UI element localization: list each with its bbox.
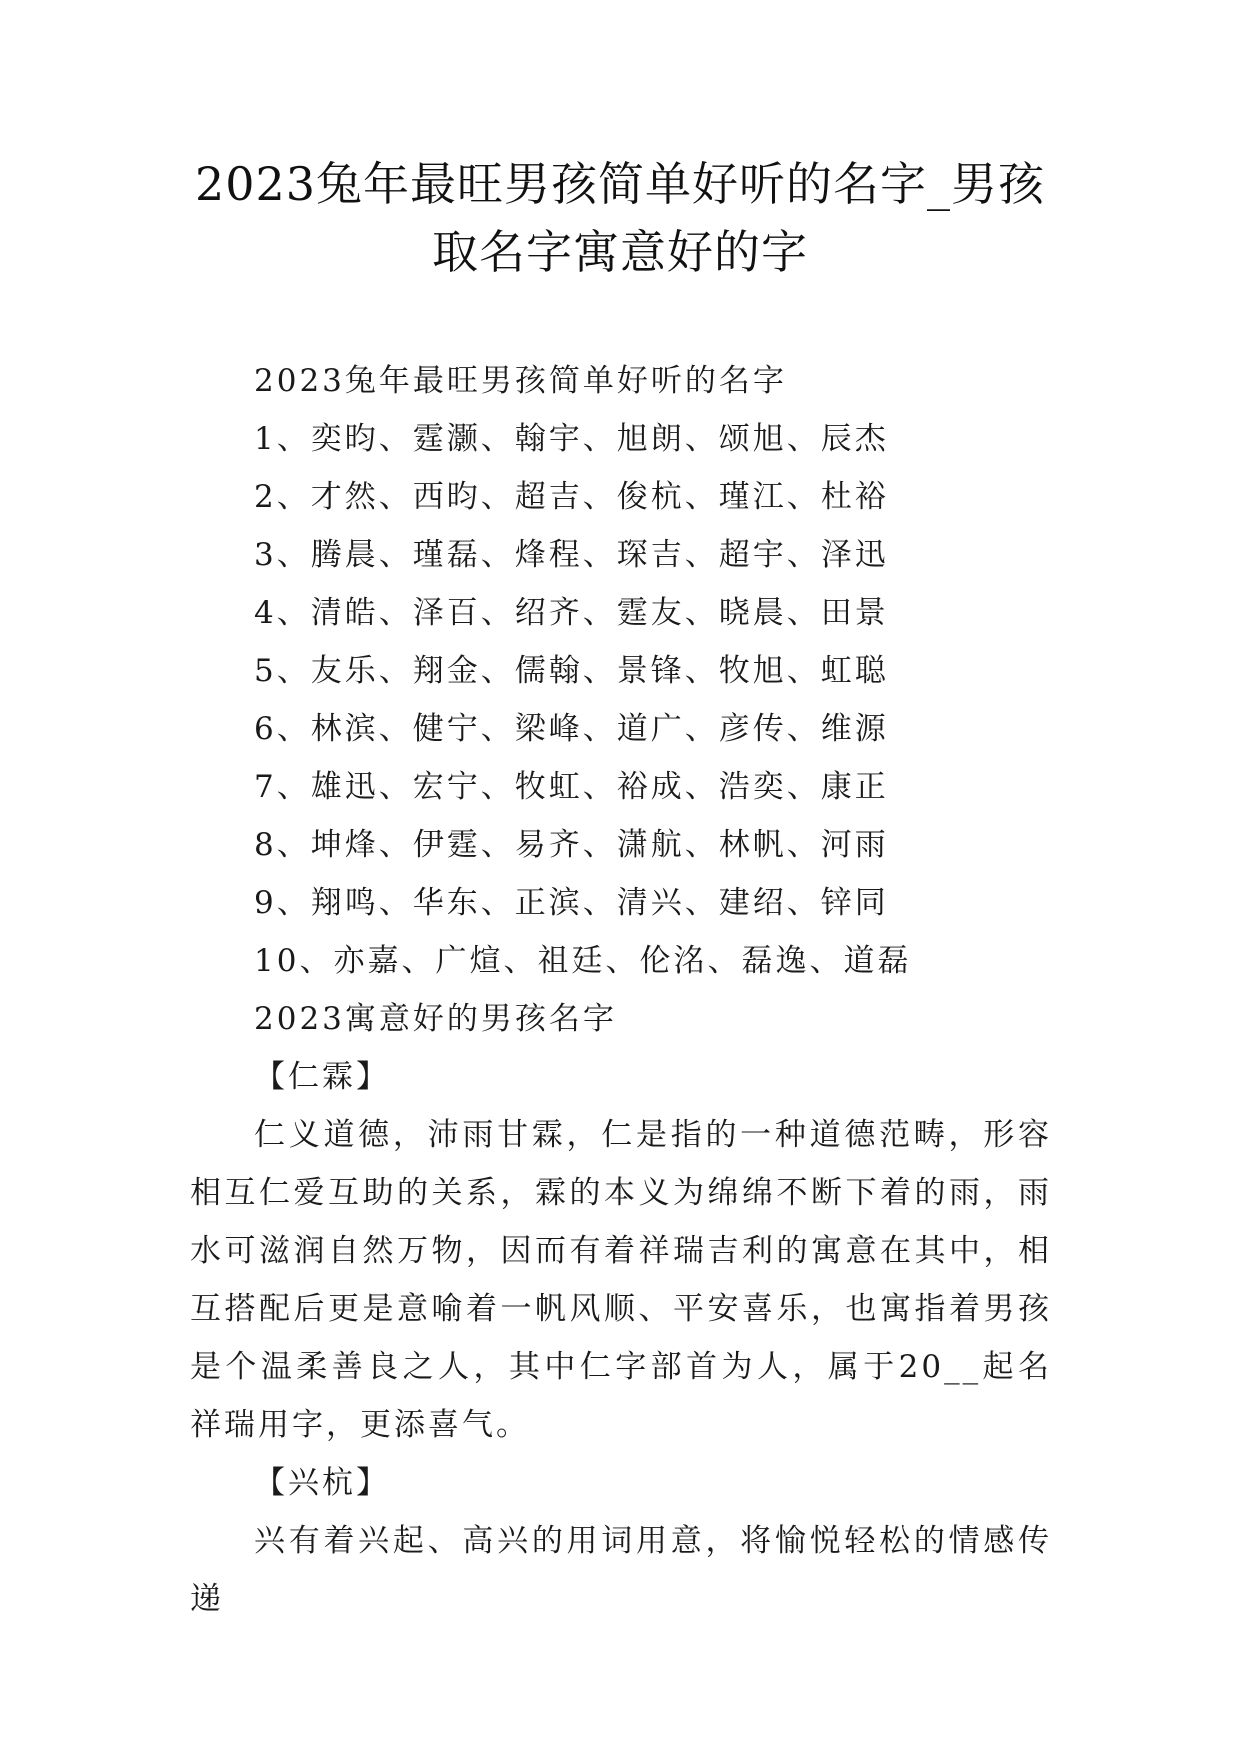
entry-heading: 【兴杭】 (254, 1465, 390, 1501)
document-body (190, 352, 1052, 1628)
entry-paragraph: 兴有着兴起、高兴的用词用意，将愉悦轻松的情感传递 (190, 1523, 1052, 1617)
name-list-item: 2、才然、西昀、超吉、俊杭、瑾江、杜裕 (254, 479, 889, 515)
entry-paragraph: 仁义道德，沛雨甘霖，仁是指的一种道德范畴，形容相互仁爱互助的关系，霖的本义为绵绵不断下着的雨，雨水可滋润自然万物，因而有着祥瑞吉利的寓意在其中，相互搭配后更是意喻着一帆风顺、平安喜乐，也寓指着男孩是个温柔善良之人，其中仁字部首为人，属于20__起名祥瑞用字，更添喜气。 (190, 1117, 1052, 1443)
section-heading-meanings: 2023寓意好的男孩名字 (254, 1001, 617, 1037)
name-list-item: 1、奕昀、霆灏、翰宇、旭朗、颂旭、辰杰 (254, 421, 889, 457)
entry-heading: 【仁霖】 (254, 1059, 390, 1095)
section-heading-names: 2023兔年最旺男孩简单好听的名字 (254, 363, 787, 399)
name-list-item: 10、亦嘉、广煊、祖廷、伦洺、磊逸、道磊 (254, 943, 912, 979)
name-list-item: 5、友乐、翔金、儒翰、景锋、牧旭、虹聪 (254, 653, 889, 689)
document-title: 2023兔年最旺男孩简单好听的名字_男孩取名字寓意好的字 (194, 157, 1046, 279)
name-list-item: 8、坤烽、伊霆、易齐、潇航、林帆、河雨 (254, 827, 889, 863)
name-list-item: 7、雄迅、宏宁、牧虹、裕成、浩奕、康正 (254, 769, 889, 805)
name-list-item: 3、腾晨、瑾磊、烽程、琛吉、超宇、泽迅 (254, 537, 889, 573)
name-list-item: 9、翔鸣、华东、正滨、清兴、建绍、锌同 (254, 885, 889, 921)
name-list-item: 6、林滨、健宁、梁峰、道广、彦传、维源 (254, 711, 889, 747)
name-list-item: 4、清皓、泽百、绍齐、霆友、晓晨、田景 (254, 595, 889, 631)
